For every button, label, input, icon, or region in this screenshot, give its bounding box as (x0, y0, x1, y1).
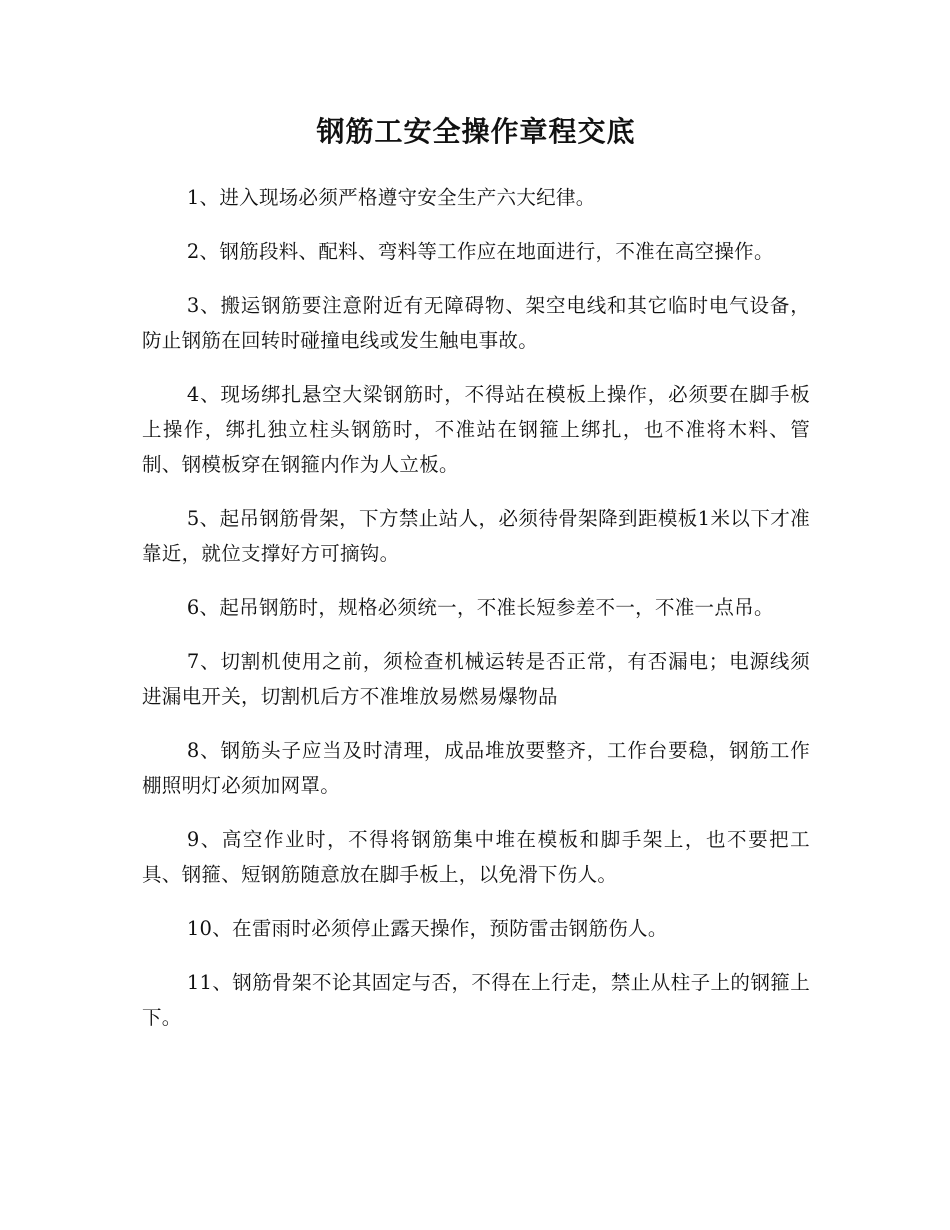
rule-paragraph-5: 5、起吊钢筋骨架，下方禁止站人，必须待骨架降到距模板1米以下才准靠近，就位支撑好方可摘钩。 (142, 507, 810, 565)
rule-paragraph-4: 4、现场绑扎悬空大梁钢筋时，不得站在模板上操作，必须要在脚手板上操作，绑扎独立柱头钢筋时，不准站在钢箍上绑扎，也不准将木料、管制、钢模板穿在钢箍内作为人立板。 (142, 383, 810, 476)
rule-paragraph-8: 8、钢筋头子应当及时清理，成品堆放要整齐，工作台要稳，钢筋工作棚照明灯必须加网罩。 (142, 739, 810, 797)
rule-paragraph-9: 9、高空作业时，不得将钢筋集中堆在模板和脚手架上，也不要把工具、钢箍、短钢筋随意放在脚手板上，以免滑下伤人。 (142, 828, 810, 886)
document-title: 钢筋工安全操作章程交底 (316, 115, 636, 148)
rule-paragraph-6: 6、起吊钢筋时，规格必须统一，不准长短参差不一，不准一点吊。 (186, 596, 774, 619)
rule-paragraph-10: 10、在雷雨时必须停止露天操作，预防雷击钢筋伤人。 (186, 917, 668, 940)
rule-paragraph-7: 7、切割机使用之前，须检查机械运转是否正常，有否漏电；电源线须进漏电开关，切割机后方不准堆放易燃易爆物品 (142, 650, 810, 708)
rule-paragraph-3: 3、搬运钢筋要注意附近有无障碍物、架空电线和其它临时电气设备，防止钢筋在回转时碰撞电线或发生触电事故。 (142, 294, 810, 352)
rule-paragraph-2: 2、钢筋段料、配料、弯料等工作应在地面进行，不准在高空操作。 (186, 240, 774, 263)
rule-paragraph-11: 11、钢筋骨架不论其固定与否，不得在上行走，禁止从柱子上的钢箍上下。 (142, 971, 810, 1029)
rule-paragraph-1: 1、进入现场必须严格遵守安全生产六大纪律。 (186, 186, 596, 209)
